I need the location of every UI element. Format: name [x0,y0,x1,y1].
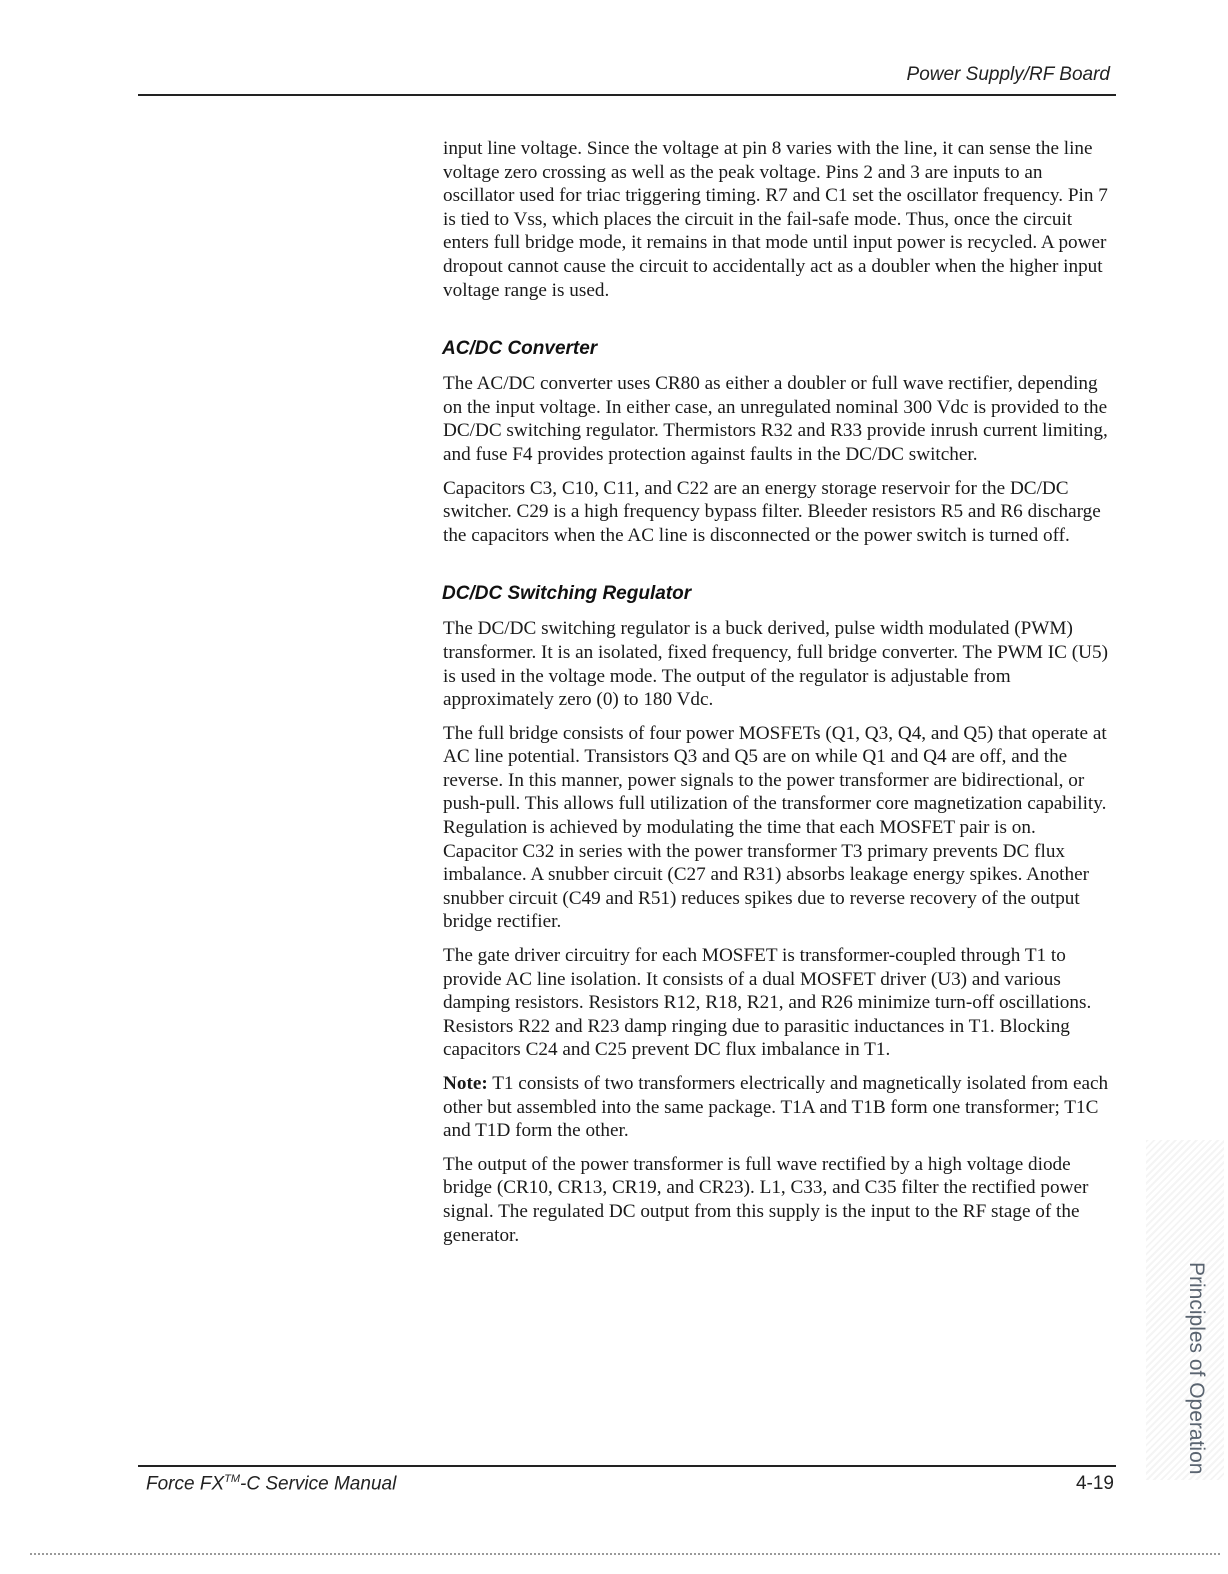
section-spacer [443,557,1113,582]
footer-manual-suffix: -C Service Manual [240,1473,397,1495]
header-divider [138,94,1116,96]
acdc-paragraph-2: Capacitors C3, C10, C11, and C22 are an energy storage reservoir for the DC/DC switcher. C29 is a high frequency bypass filter. Bleeder resistors R5 and R6 discharge the capacitors when the AC line is disconnected or the power switch is turned off. [443,477,1101,546]
dcdc-paragraph-final: The output of the power transformer is full wave rectified by a high voltage diode bridge (CR10, CR13, CR19, and CR23). L1, C33, and C35 filter the rectified power signal. The regulated DC output from this supply is the input to the RF stage of the generator. [443,1153,1089,1246]
heading-spacer [443,361,1113,372]
side-tab-label: Principles of Operation [1185,1262,1208,1475]
footer-manual-title [146,1473,396,1495]
dcdc-paragraph-3: The gate driver circuitry for each MOSFET is transformer-coupled through T1 to provide AC line isolation. It consists of a dual MOSFET driver (U3) and various damping resistors. Resistors R12, R18, R21, and R26 minimize turn-off oscillations. Resistors R22 and R23 damp ringing due to parasitic inductances in T1. Blocking capacitors C24 and C25 prevent DC flux imbalance in T1. [443,945,1092,1061]
scan-edge-line [30,1553,1220,1555]
footer-divider [138,1465,1116,1467]
heading-spacer [443,606,1113,617]
running-header-title: Power Supply/RF Board [906,64,1110,85]
main-content [443,137,1113,1257]
acdc-paragraph-1: The AC/DC converter uses CR80 as either a doubler or full wave rectifier, depending on the input voltage. In either case, an unregulated nominal 300 Vdc is provided to the DC/DC switching regulator. Thermistors R32 and R33 provide inrush current limiting, and fuse F4 provides protection against faults in the DC/DC switcher. [443,373,1108,465]
dcdc-paragraph-1: The DC/DC switching regulator is a buck derived, pulse width modulated (PWM) transformer. It is an isolated, fixed frequency, full bridge converter. The PWM IC (U5) is used in the voltage mode. The output of the regulator is adjustable from approximately zero (0) to 180 Vdc. [443,618,1108,711]
page-number: 4-19 [1075,1473,1114,1494]
section-heading-dcdc: DC/DC Switching Regulator [442,583,692,605]
note-text: T1 consists of two transformers electrically and magnetically isolated from each other but assembled into the same package. T1A and T1B form one transformer; T1C and T1D form the other. [443,1073,1109,1142]
note-paragraph [443,1072,1113,1143]
note-label: Note: [443,1073,488,1094]
trademark-superscript: TM [224,1473,241,1485]
section-spacer [443,312,1113,337]
dcdc-paragraph-2: The full bridge consists of four power MOSFETs (Q1, Q3, Q4, and Q5) that operate at AC line potential. Transistors Q3 and Q5 are on while Q1 and Q4 are off, and the reverse. In this manner, power signals to the power transformer are bidirectional, or push-pull. This allows full utilization of the transformer core magnetization capability. Regulation is achieved by modulating the time that each MOSFET pair is on. Capacitor C32 in series with the power transformer T3 primary prevents DC flux imbalance. A snubber circuit (C27 and R31) absorbs leakage energy spikes. Another snubber circuit (C49 and R51) reduces spikes due to reverse recovery of the output bridge rectifier. [443,722,1107,933]
section-heading-acdc: AC/DC Converter [442,338,598,360]
intro-paragraph: input line voltage. Since the voltage at pin 8 varies with the line, it can sense the line voltage zero crossing as well as the peak voltage. Pins 2 and 3 are inputs to an oscillator used for triac triggering timing. R7 and C1 set the oscillator frequency. Pin 7 is tied to Vss, which places the circuit in the fail-safe mode. Thus, once the circuit enters full bridge mode, it remains in that mode until input power is recycled. A power dropout cannot cause the circuit to accidentally act as a doubler when the higher input voltage range is used. [443,138,1108,301]
footer-manual-prefix: Force FX [146,1473,225,1495]
